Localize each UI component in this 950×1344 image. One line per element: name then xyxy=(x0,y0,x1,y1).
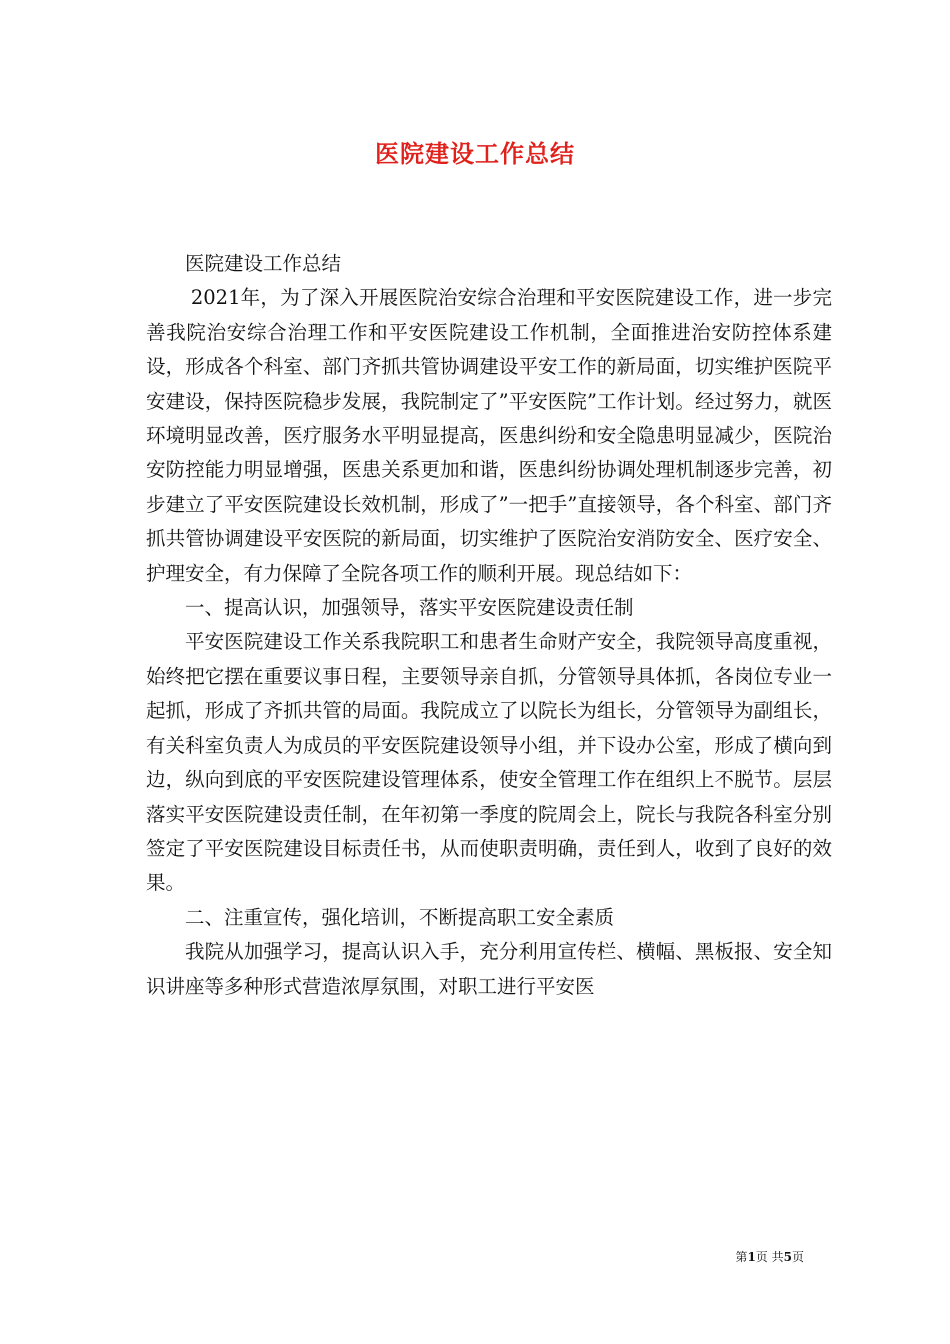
paragraph-section-1: 平安医院建设工作关系我院职工和患者生命财产安全，我院领导高度重视，始终把它摆在重要议事日程，主要领导亲自抓，分管领导具体抓，各岗位专业一起抓，形成了齐抓共管的局面。我院成立了以院长为组长，分管领导为副组长，有关科室负责人为成员的平安医院建设领导小组，并下设办公室，形成了横向到边，纵向到底的平安医院建设管理体系，使安全管理工作在组织上不脱节。层层落实平安医院建设责任制，在年初第一季度的院周会上，院长与我院各科室分别签定了平安医院建设目标责任书，从而使职责明确，责任到人，收到了良好的效果。 xyxy=(146,630,832,895)
footer-total-pages: 5 xyxy=(783,1250,792,1264)
footer-middle: 页 共 xyxy=(755,1250,784,1264)
section-heading-1: 一、提高认识，加强领导，落实平安医院建设责任制 xyxy=(185,596,634,620)
page-footer xyxy=(735,1248,804,1265)
paragraph-intro: 2021年，为了深入开展医院治安综合治理和平安医院建设工作，进一步完善我院治安综合治理工作和平安医院建设工作机制，全面推进治安防控体系建设，形成各个科室、部门齐抓共管协调建设平安工作的新局面，切实维护医院平安建设，保持医院稳步发展，我院制定了”平安医院”工作计划。经过努力，就医环境明显改善，医疗服务水平明显提高，医患纠纷和安全隐患明显减少，医院治安防控能力明显增强，医患关系更加和谐，医患纠纷协调处理机制逐步完善，初步建立了平安医院建设长效机制，形成了”一把手”直接领导，各个科室、部门齐抓共管协调建设平安医院的新局面，切实维护了医院治安消防安全、医疗安全、护理安全，有力保障了全院各项工作的顺利开展。现总结如下： xyxy=(146,286,832,585)
document-body xyxy=(146,247,832,1004)
paragraph-section-2: 我院从加强学习，提高认识入手，充分利用宣传栏、横幅、黑板报、安全知识讲座等多种形式营造浓厚氛围，对职工进行平安医 xyxy=(146,940,832,998)
section-heading-2: 二、注重宣传，强化培训，不断提高职工安全素质 xyxy=(185,905,615,929)
page-title: 医院建设工作总结 xyxy=(375,139,575,168)
paragraph-heading: 医院建设工作总结 xyxy=(185,252,342,275)
footer-prefix: 第 xyxy=(735,1250,748,1264)
footer-current-page: 1 xyxy=(747,1250,756,1264)
footer-suffix: 页 xyxy=(791,1250,804,1264)
